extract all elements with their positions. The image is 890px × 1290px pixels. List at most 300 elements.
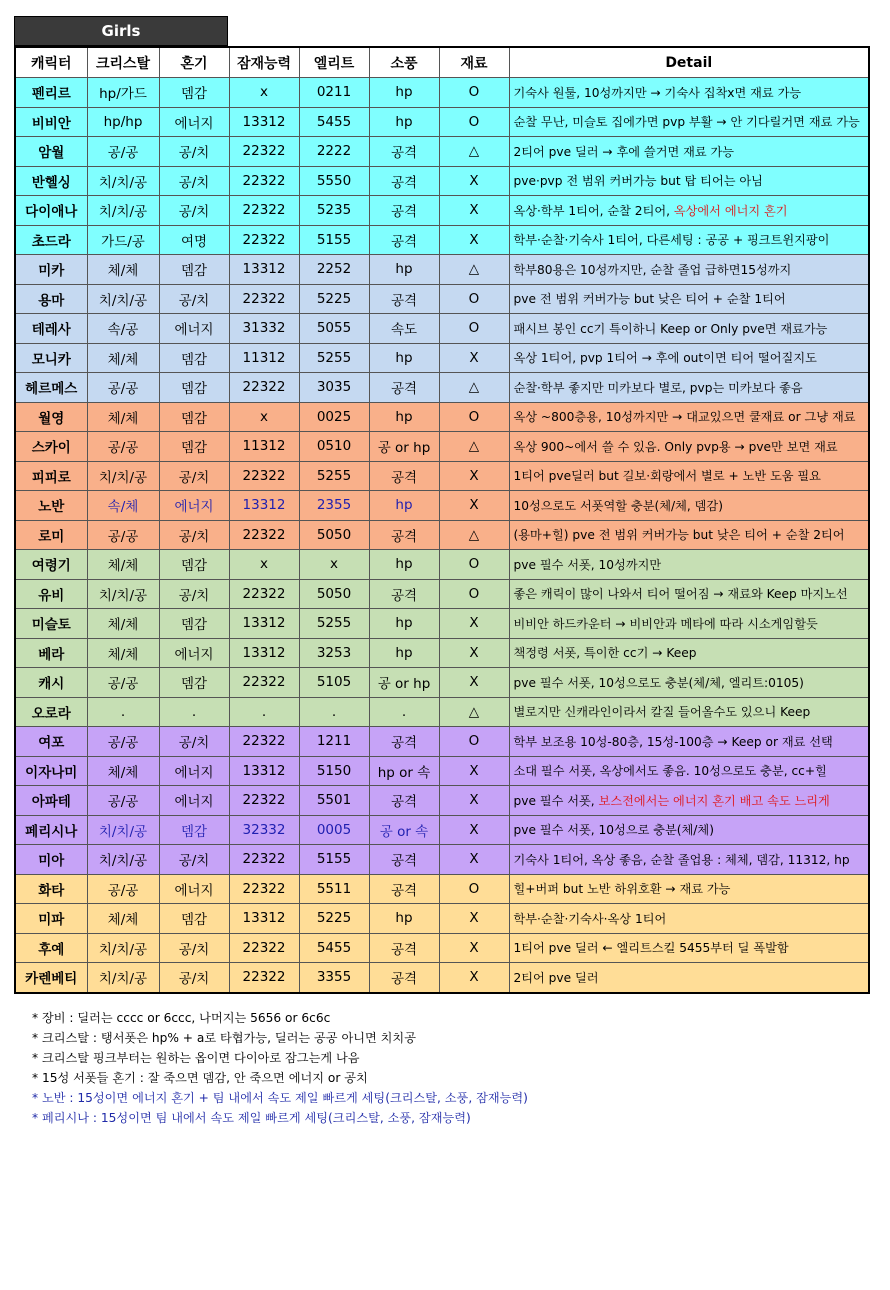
cell-character: 화타 <box>15 874 87 904</box>
cell-detail <box>509 933 869 963</box>
detail-text: pve·pvp 전 범위 커버가능 but 탑 티어는 아님 <box>513 174 763 189</box>
cell-soul: 뎀감 <box>159 550 229 580</box>
table-row <box>15 166 869 196</box>
cell-picnic: 공격 <box>369 579 439 609</box>
cell-material: X <box>439 491 509 521</box>
cell-detail <box>509 225 869 255</box>
cell-potential: . <box>229 697 299 727</box>
table-row <box>15 520 869 550</box>
cell-picnic: 공격 <box>369 786 439 816</box>
detail-text: 옥상 900~에서 쓸 수 있음. Only pvp용 → pve만 보면 재료 <box>513 439 838 454</box>
detail-text: 학부·순찰·기숙사 1티어, 다른세팅 : 공공 + 핑크트윈지팡이 <box>513 233 830 248</box>
cell-picnic: hp <box>369 491 439 521</box>
cell-crystal: 공/공 <box>87 520 159 550</box>
cell-crystal: 공/공 <box>87 373 159 403</box>
cell-soul: . <box>159 697 229 727</box>
cell-material: X <box>439 196 509 226</box>
cell-crystal: 치/치/공 <box>87 166 159 196</box>
cell-material: X <box>439 166 509 196</box>
cell-character: 초드라 <box>15 225 87 255</box>
cell-soul: 에너지 <box>159 314 229 344</box>
cell-potential: 13312 <box>229 609 299 639</box>
cell-soul: 공/치 <box>159 933 229 963</box>
cell-character: 아파테 <box>15 786 87 816</box>
header-potential: 잠재능력 <box>229 47 299 78</box>
detail-text: 기숙사 1티어, 옥상 좋음, 순찰 졸업용 : 체체, 뎀감, 11312, hp <box>513 852 850 867</box>
cell-crystal: 공/공 <box>87 874 159 904</box>
table-row <box>15 78 869 108</box>
cell-character: 비비안 <box>15 107 87 137</box>
cell-material: O <box>439 579 509 609</box>
cell-potential: 22322 <box>229 874 299 904</box>
detail-text: 학부·순찰·기숙사·옥상 1티어 <box>513 911 667 926</box>
notes-list <box>32 1008 528 1128</box>
cell-crystal: 체/체 <box>87 904 159 934</box>
detail-text: 학부80용은 10성까지만, 순찰 졸업 급하면15성까지 <box>513 262 792 277</box>
cell-character: 캐시 <box>15 668 87 698</box>
detail-text: pve 필수 서폿, 10성으로 충분(체/체) <box>513 823 714 838</box>
cell-character: 스카이 <box>15 432 87 462</box>
cell-soul: 공/치 <box>159 727 229 757</box>
cell-picnic: 공격 <box>369 196 439 226</box>
cell-picnic: 공격 <box>369 225 439 255</box>
cell-potential: 22322 <box>229 373 299 403</box>
detail-text: 힐+버퍼 but 노반 하위호환 → 재료 가능 <box>513 882 731 897</box>
cell-soul: 여명 <box>159 225 229 255</box>
cell-picnic: hp <box>369 550 439 580</box>
cell-soul: 공/치 <box>159 284 229 314</box>
cell-detail <box>509 697 869 727</box>
cell-detail <box>509 963 869 993</box>
cell-elite: 5501 <box>299 786 369 816</box>
cell-crystal: 속/공 <box>87 314 159 344</box>
cell-potential: x <box>229 78 299 108</box>
cell-crystal: 체/체 <box>87 638 159 668</box>
cell-material: O <box>439 727 509 757</box>
table-row <box>15 373 869 403</box>
header-character: 캐릭터 <box>15 47 87 78</box>
cell-elite: x <box>299 550 369 580</box>
cell-character: 유비 <box>15 579 87 609</box>
cell-picnic: 공격 <box>369 373 439 403</box>
table-row <box>15 491 869 521</box>
cell-picnic: hp or 속 <box>369 756 439 786</box>
cell-crystal: 체/체 <box>87 550 159 580</box>
cell-picnic: 공 or 속 <box>369 815 439 845</box>
cell-crystal: 치/치/공 <box>87 461 159 491</box>
cell-picnic: 공격 <box>369 284 439 314</box>
cell-detail <box>509 284 869 314</box>
cell-picnic: 공격 <box>369 727 439 757</box>
cell-detail <box>509 314 869 344</box>
detail-text: 패시브 봉인 cc기 특이하니 Keep or Only pve면 재료가능 <box>513 321 828 336</box>
detail-highlight-text: 옥상에서 에너지 혼기 <box>673 203 788 218</box>
detail-text: 학부 보조용 10성-80층, 15성-100층 → Keep or 재료 선택 <box>513 734 833 749</box>
table-row <box>15 255 869 285</box>
cell-material: O <box>439 550 509 580</box>
cell-potential: 13312 <box>229 255 299 285</box>
detail-text: 10성으로도 서폿역할 충분(체/체, 뎀감) <box>513 498 723 513</box>
cell-elite: 5225 <box>299 904 369 934</box>
detail-text: 비비안 하드카운터 → 비비안과 메타에 따라 시소게임할듯 <box>513 616 818 631</box>
detail-text: 소대 필수 서폿, 옥상에서도 좋음. 10성으로도 충분, cc+힐 <box>513 764 827 779</box>
cell-character: 로미 <box>15 520 87 550</box>
detail-text: 별로지만 신캐라인이라서 칼질 들어올수도 있으니 Keep <box>513 705 811 720</box>
cell-soul: 뎀감 <box>159 432 229 462</box>
cell-detail <box>509 727 869 757</box>
cell-material: X <box>439 225 509 255</box>
cell-character: 펜리르 <box>15 78 87 108</box>
cell-elite: . <box>299 697 369 727</box>
cell-crystal: 공/공 <box>87 137 159 167</box>
cell-potential: 11312 <box>229 343 299 373</box>
table-row <box>15 638 869 668</box>
cell-crystal: 가드/공 <box>87 225 159 255</box>
cell-elite: 0005 <box>299 815 369 845</box>
detail-text: 순찰 무난, 미슬토 집에가면 pvp 부활 → 안 기다릴거면 재료 가능 <box>513 115 860 130</box>
cell-soul: 뎀감 <box>159 373 229 403</box>
cell-crystal: 치/치/공 <box>87 845 159 875</box>
cell-elite: 5150 <box>299 756 369 786</box>
cell-potential: 22322 <box>229 668 299 698</box>
cell-potential: x <box>229 550 299 580</box>
cell-soul: 뎀감 <box>159 402 229 432</box>
cell-potential: 13312 <box>229 491 299 521</box>
cell-character: 용마 <box>15 284 87 314</box>
cell-crystal: 속/체 <box>87 491 159 521</box>
cell-picnic: 공격 <box>369 874 439 904</box>
cell-elite: 5055 <box>299 314 369 344</box>
cell-detail <box>509 904 869 934</box>
cell-crystal: 치/치/공 <box>87 579 159 609</box>
cell-picnic: 공격 <box>369 520 439 550</box>
cell-detail <box>509 137 869 167</box>
cell-elite: 5235 <box>299 196 369 226</box>
cell-picnic: 공격 <box>369 166 439 196</box>
character-table <box>14 46 870 994</box>
note-item: * 페리시나 : 15성이면 팀 내에서 속도 제일 빠르게 세팅(크리스탈, 소풍, 잠재능력) <box>32 1111 471 1125</box>
cell-elite: 1211 <box>299 727 369 757</box>
cell-potential: 22322 <box>229 461 299 491</box>
cell-picnic: 공격 <box>369 461 439 491</box>
cell-potential: 22322 <box>229 727 299 757</box>
cell-elite: 2252 <box>299 255 369 285</box>
cell-material: X <box>439 756 509 786</box>
cell-character: 이자나미 <box>15 756 87 786</box>
table-row <box>15 284 869 314</box>
cell-soul: 뎀감 <box>159 609 229 639</box>
detail-text: 2티어 pve 딜러 <box>513 970 599 985</box>
cell-material: X <box>439 343 509 373</box>
cell-soul: 공/치 <box>159 579 229 609</box>
table-row <box>15 697 869 727</box>
cell-material: O <box>439 874 509 904</box>
cell-detail <box>509 815 869 845</box>
cell-potential: 22322 <box>229 579 299 609</box>
cell-soul: 에너지 <box>159 874 229 904</box>
cell-material: O <box>439 402 509 432</box>
cell-soul: 뎀감 <box>159 815 229 845</box>
detail-text: pve 필수 서폿, <box>513 793 599 808</box>
table-row <box>15 933 869 963</box>
cell-detail <box>509 520 869 550</box>
cell-elite: 5155 <box>299 845 369 875</box>
cell-soul: 뎀감 <box>159 904 229 934</box>
cell-picnic: 공 or hp <box>369 432 439 462</box>
cell-crystal: 체/체 <box>87 756 159 786</box>
cell-picnic: 공 or hp <box>369 668 439 698</box>
cell-detail <box>509 550 869 580</box>
cell-detail <box>509 402 869 432</box>
cell-character: 모니카 <box>15 343 87 373</box>
cell-material: X <box>439 668 509 698</box>
cell-material: △ <box>439 255 509 285</box>
cell-elite: 0211 <box>299 78 369 108</box>
header-detail: Detail <box>509 47 869 78</box>
table-row <box>15 786 869 816</box>
detail-text: pve 전 범위 커버가능 but 낮은 티어 + 순찰 1티어 <box>513 292 786 307</box>
cell-detail <box>509 166 869 196</box>
table-row <box>15 225 869 255</box>
cell-detail <box>509 756 869 786</box>
cell-picnic: hp <box>369 78 439 108</box>
cell-elite: 2222 <box>299 137 369 167</box>
sheet-title: Girls <box>14 16 228 46</box>
cell-character: 피피로 <box>15 461 87 491</box>
cell-soul: 에너지 <box>159 107 229 137</box>
cell-crystal: 치/치/공 <box>87 196 159 226</box>
detail-text: (용마+힐) pve 전 범위 커버가능 but 낮은 티어 + 순찰 2티어 <box>513 528 845 543</box>
cell-soul: 뎀감 <box>159 343 229 373</box>
cell-detail <box>509 107 869 137</box>
cell-elite: 5050 <box>299 579 369 609</box>
table-row <box>15 668 869 698</box>
cell-potential: 22322 <box>229 225 299 255</box>
cell-material: △ <box>439 373 509 403</box>
cell-material: △ <box>439 697 509 727</box>
cell-elite: 5105 <box>299 668 369 698</box>
cell-character: 월영 <box>15 402 87 432</box>
cell-crystal: . <box>87 697 159 727</box>
cell-crystal: 체/체 <box>87 402 159 432</box>
cell-potential: 22322 <box>229 845 299 875</box>
cell-soul: 에너지 <box>159 638 229 668</box>
cell-picnic: hp <box>369 255 439 285</box>
cell-crystal: 공/공 <box>87 668 159 698</box>
header-crystal: 크리스탈 <box>87 47 159 78</box>
cell-detail <box>509 668 869 698</box>
cell-elite: 5255 <box>299 609 369 639</box>
cell-material: △ <box>439 432 509 462</box>
cell-material: X <box>439 933 509 963</box>
cell-crystal: 치/치/공 <box>87 284 159 314</box>
cell-material: O <box>439 107 509 137</box>
cell-potential: 13312 <box>229 638 299 668</box>
header-picnic: 소풍 <box>369 47 439 78</box>
cell-material: O <box>439 78 509 108</box>
cell-picnic: hp <box>369 107 439 137</box>
cell-material: X <box>439 638 509 668</box>
cell-crystal: 치/치/공 <box>87 815 159 845</box>
cell-potential: 22322 <box>229 786 299 816</box>
table-row <box>15 196 869 226</box>
cell-material: X <box>439 904 509 934</box>
cell-character: 테레사 <box>15 314 87 344</box>
detail-text: 옥상 ~800층용, 10성까지만 → 대교있으면 쿨재료 or 그냥 재료 <box>513 410 856 425</box>
cell-character: 여포 <box>15 727 87 757</box>
cell-soul: 공/치 <box>159 845 229 875</box>
table-row <box>15 609 869 639</box>
cell-potential: 13312 <box>229 107 299 137</box>
cell-potential: 22322 <box>229 284 299 314</box>
table-row <box>15 314 869 344</box>
cell-detail <box>509 609 869 639</box>
cell-character: 미아 <box>15 845 87 875</box>
table-row <box>15 963 869 993</box>
cell-potential: 22322 <box>229 520 299 550</box>
cell-material: △ <box>439 520 509 550</box>
cell-character: 암월 <box>15 137 87 167</box>
cell-potential: 31332 <box>229 314 299 344</box>
cell-picnic: 공격 <box>369 933 439 963</box>
cell-detail <box>509 638 869 668</box>
cell-detail <box>509 491 869 521</box>
cell-character: 카렌베티 <box>15 963 87 993</box>
cell-elite: 3035 <box>299 373 369 403</box>
cell-soul: 공/치 <box>159 461 229 491</box>
table-row <box>15 904 869 934</box>
table-row <box>15 845 869 875</box>
cell-crystal: 공/공 <box>87 786 159 816</box>
cell-detail <box>509 461 869 491</box>
cell-soul: 공/치 <box>159 963 229 993</box>
cell-soul: 뎀감 <box>159 668 229 698</box>
cell-potential: 22322 <box>229 137 299 167</box>
cell-potential: 22322 <box>229 196 299 226</box>
header-material: 재료 <box>439 47 509 78</box>
cell-elite: 2355 <box>299 491 369 521</box>
cell-elite: 3355 <box>299 963 369 993</box>
table-body <box>15 78 869 993</box>
cell-material: X <box>439 963 509 993</box>
detail-text: 옥상 1티어, pvp 1티어 → 후에 out이면 티어 떨어질지도 <box>513 351 817 366</box>
cell-soul: 공/치 <box>159 137 229 167</box>
cell-crystal: 공/공 <box>87 432 159 462</box>
cell-picnic: hp <box>369 343 439 373</box>
table-row <box>15 874 869 904</box>
cell-detail <box>509 196 869 226</box>
detail-text: 1티어 pve 딜러 ← 엘리트스킬 5455부터 딜 폭발함 <box>513 941 789 956</box>
note-item: * 크리스탈 핑크부터는 원하는 옵이면 다이아로 잠그는게 나음 <box>32 1051 360 1065</box>
cell-soul: 뎀감 <box>159 255 229 285</box>
cell-potential: 22322 <box>229 166 299 196</box>
cell-character: 후예 <box>15 933 87 963</box>
cell-detail <box>509 579 869 609</box>
cell-crystal: hp/가드 <box>87 78 159 108</box>
detail-text: 순찰·학부 좋지만 미카보다 별로, pvp는 미카보다 좋음 <box>513 380 803 395</box>
detail-text: 옥상·학부 1티어, 순찰 2티어, <box>513 203 674 218</box>
cell-picnic: 속도 <box>369 314 439 344</box>
cell-crystal: 체/체 <box>87 609 159 639</box>
cell-detail <box>509 373 869 403</box>
cell-material: X <box>439 845 509 875</box>
cell-material: X <box>439 609 509 639</box>
cell-elite: 0025 <box>299 402 369 432</box>
detail-text: 2티어 pve 딜러 → 후에 쓸거면 재료 가능 <box>513 144 735 159</box>
cell-soul: 공/치 <box>159 520 229 550</box>
cell-material: O <box>439 284 509 314</box>
cell-picnic: 공격 <box>369 963 439 993</box>
cell-character: 노반 <box>15 491 87 521</box>
detail-text: pve 필수 서폿, 10성으로도 충분(체/체, 엘리트:0105) <box>513 675 804 690</box>
cell-potential: 22322 <box>229 933 299 963</box>
cell-soul: 에너지 <box>159 786 229 816</box>
cell-character: 반헬싱 <box>15 166 87 196</box>
table-row <box>15 579 869 609</box>
cell-potential: 11312 <box>229 432 299 462</box>
cell-soul: 에너지 <box>159 756 229 786</box>
cell-elite: 0510 <box>299 432 369 462</box>
table-row <box>15 107 869 137</box>
note-item: * 크리스탈 : 탱서폿은 hp% + a로 타협가능, 딜러는 공공 아니면 치치공 <box>32 1031 416 1045</box>
cell-detail <box>509 786 869 816</box>
cell-character: 다이애나 <box>15 196 87 226</box>
detail-highlight-text: 보스전에서는 에너지 혼기 배고 속도 느리게 <box>598 793 830 808</box>
cell-material: △ <box>439 137 509 167</box>
cell-picnic: 공격 <box>369 137 439 167</box>
cell-elite: 5455 <box>299 107 369 137</box>
cell-picnic: 공격 <box>369 845 439 875</box>
cell-elite: 5155 <box>299 225 369 255</box>
cell-character: 여령기 <box>15 550 87 580</box>
cell-character: 미슬토 <box>15 609 87 639</box>
cell-picnic: hp <box>369 402 439 432</box>
cell-elite: 5255 <box>299 461 369 491</box>
cell-detail <box>509 343 869 373</box>
cell-picnic: hp <box>369 904 439 934</box>
header-soul: 혼기 <box>159 47 229 78</box>
cell-elite: 5225 <box>299 284 369 314</box>
cell-detail <box>509 255 869 285</box>
cell-elite: 5050 <box>299 520 369 550</box>
table-row <box>15 402 869 432</box>
cell-material: X <box>439 786 509 816</box>
cell-character: 오로라 <box>15 697 87 727</box>
cell-material: X <box>439 461 509 491</box>
cell-soul: 공/치 <box>159 166 229 196</box>
cell-crystal: 체/체 <box>87 343 159 373</box>
cell-character: 페리시나 <box>15 815 87 845</box>
cell-detail <box>509 874 869 904</box>
cell-material: O <box>439 314 509 344</box>
detail-text: 기숙사 원툴, 10성까지만 → 기숙사 집착x면 재료 가능 <box>513 85 802 100</box>
table-row <box>15 756 869 786</box>
header-row <box>15 47 869 78</box>
cell-potential: 22322 <box>229 963 299 993</box>
detail-text: 좋은 캐릭이 많이 나와서 티어 떨어짐 → 재료와 Keep 마지노선 <box>513 587 848 602</box>
cell-detail <box>509 78 869 108</box>
cell-crystal: 체/체 <box>87 255 159 285</box>
detail-text: 1티어 pve딜러 but 길보·회랑에서 별로 + 노반 도움 필요 <box>513 469 821 484</box>
header-elite: 엘리트 <box>299 47 369 78</box>
cell-elite: 3253 <box>299 638 369 668</box>
cell-picnic: . <box>369 697 439 727</box>
cell-detail <box>509 432 869 462</box>
cell-material: X <box>439 815 509 845</box>
cell-soul: 에너지 <box>159 491 229 521</box>
note-item: * 장비 : 딜러는 cccc or 6ccc, 나머지는 5656 or 6c6c <box>32 1011 331 1025</box>
cell-detail <box>509 845 869 875</box>
